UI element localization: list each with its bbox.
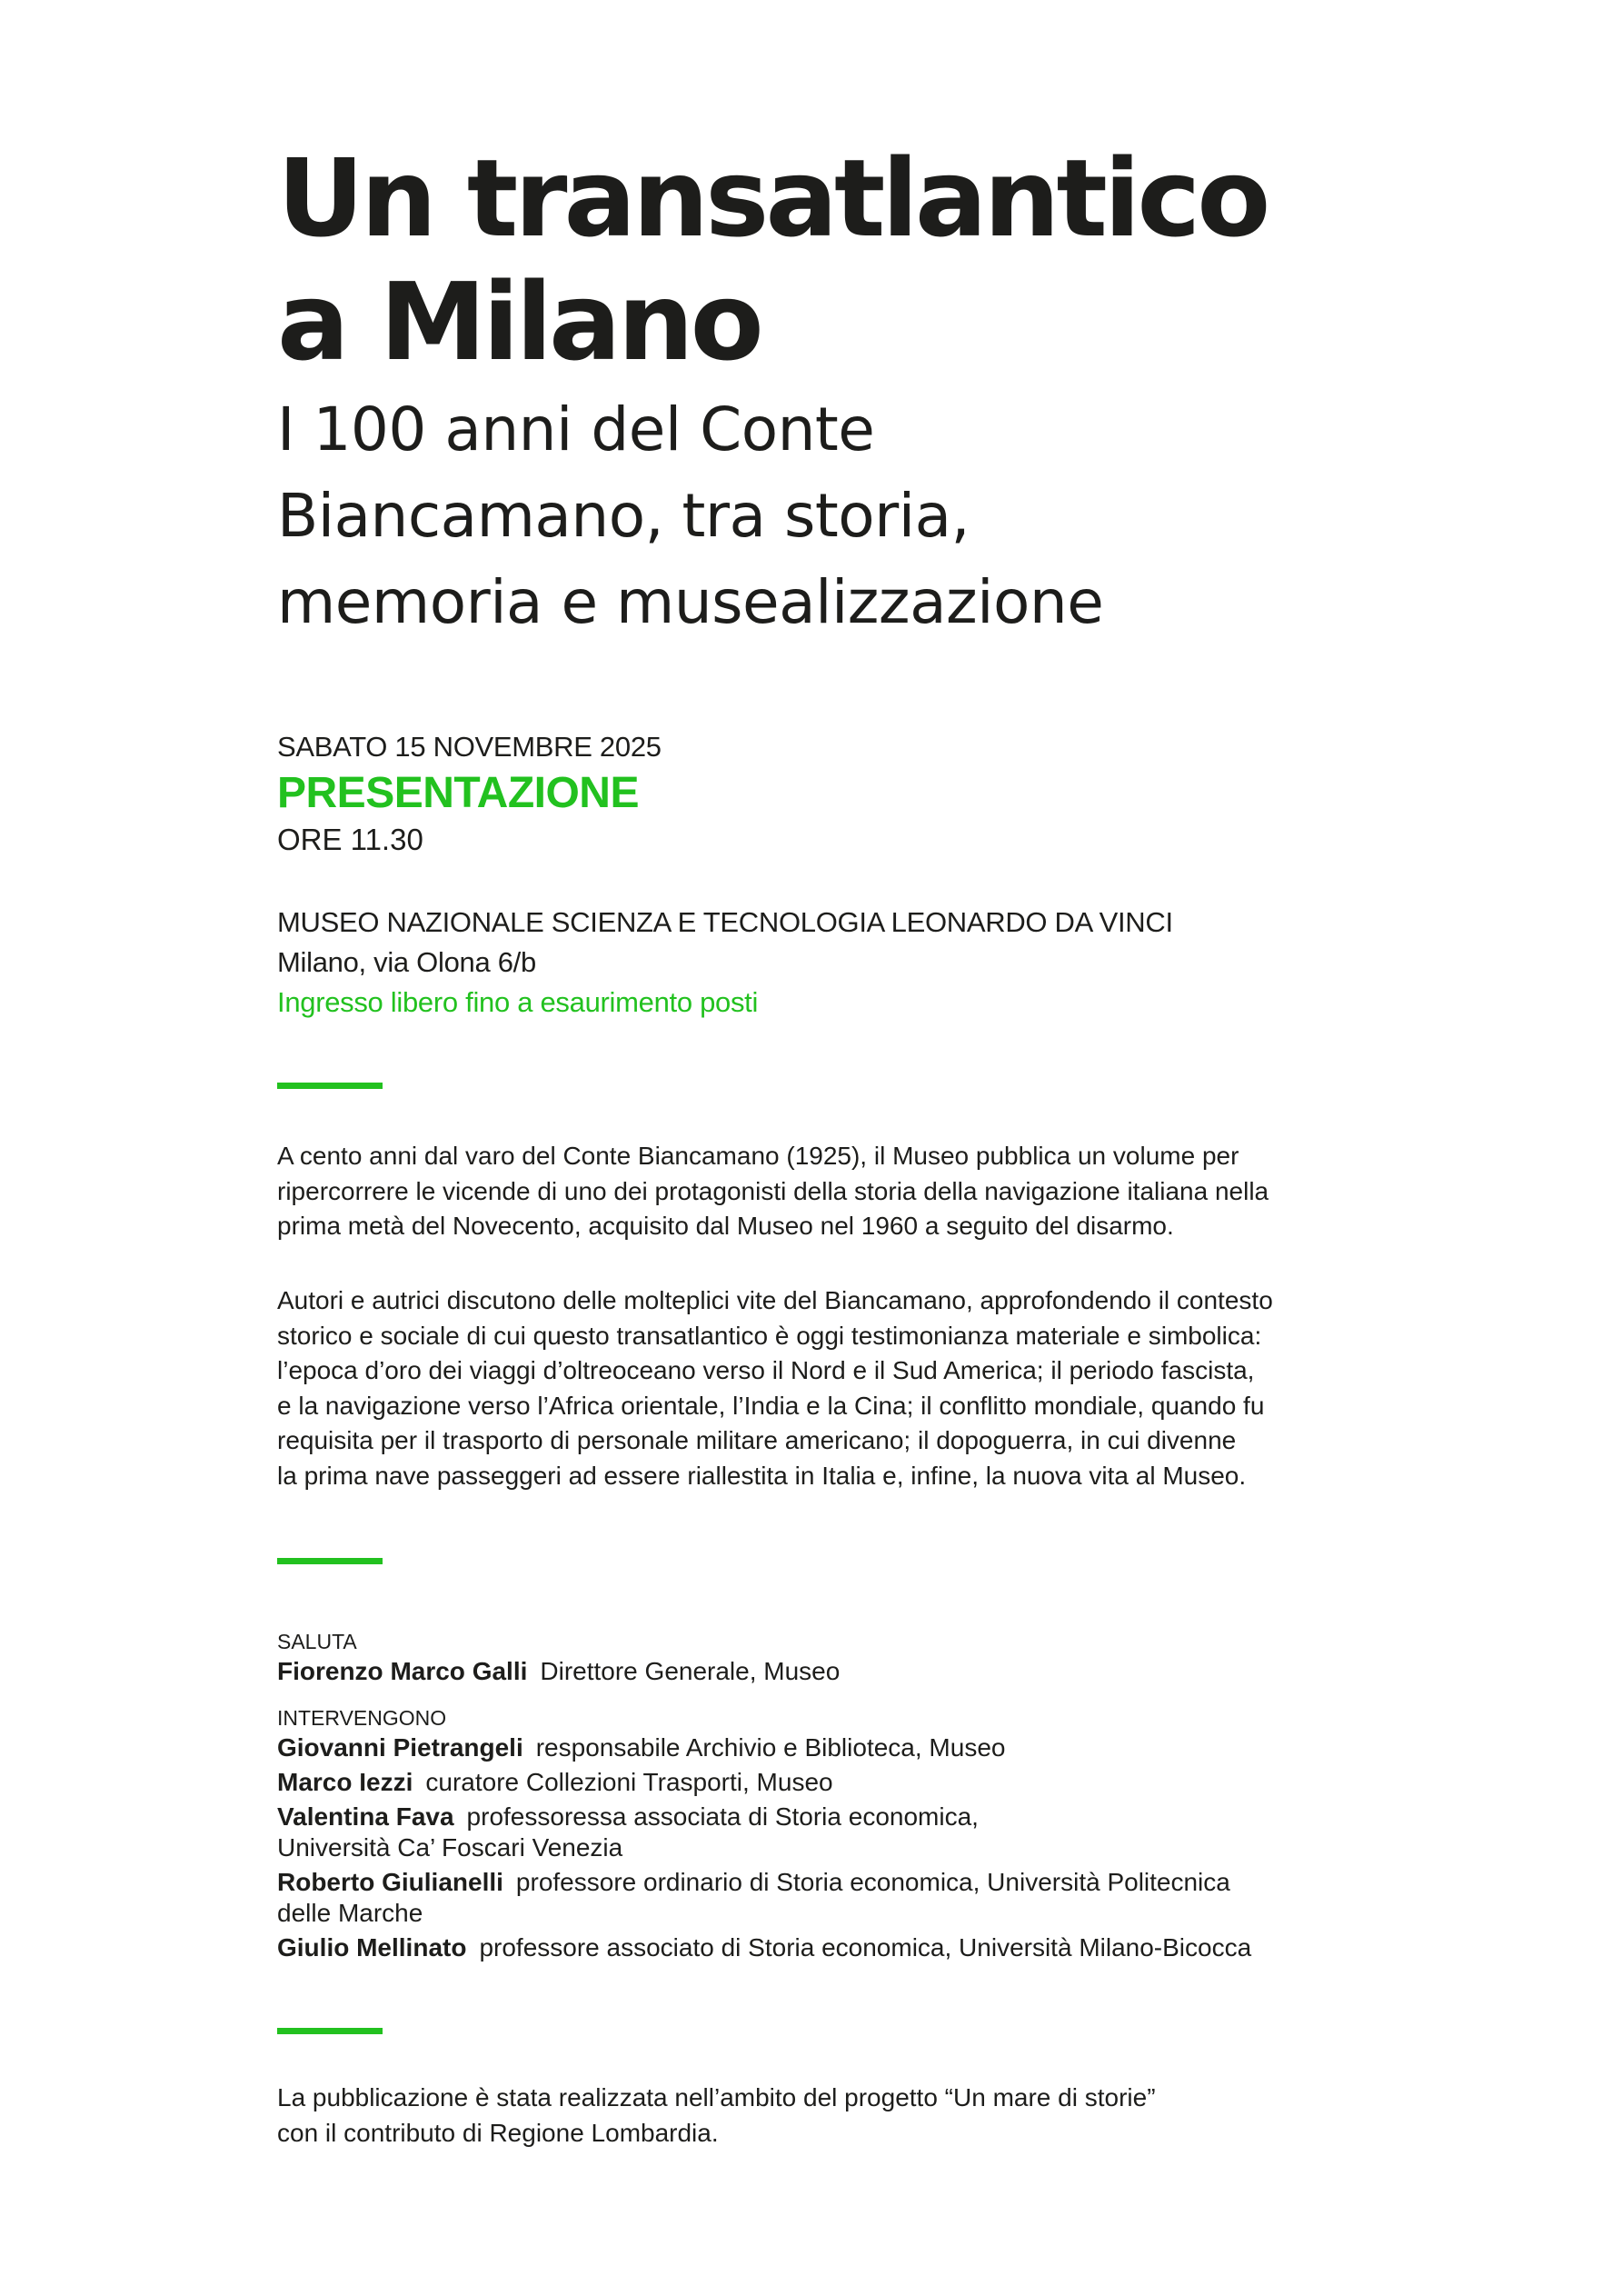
paragraph-line: e la navigazione verso l’Africa orientale, l’India e la Cina; il conflitto mondiale, quando fu: [277, 1391, 1265, 1420]
paragraph-line: ripercorrere le vicende di uno dei protagonisti della storia della navigazione italiana nella: [277, 1176, 1269, 1205]
speaker-role: professore associato di Storia economica, Università Milano-Bicocca: [479, 1933, 1252, 1962]
paragraph-line: A cento anni dal varo del Conte Biancamano (1925), il Museo pubblica un volume per: [277, 1142, 1239, 1170]
subtitle-line-1: I 100 anni del Conte: [277, 394, 875, 464]
speaker-name: Fiorenzo Marco Galli: [277, 1657, 528, 1685]
title-line-2: a Milano: [277, 259, 761, 384]
paragraph-line: prima metà del Novecento, acquisito dal Museo nel 1960 a seguito del disarmo.: [277, 1212, 1174, 1240]
venue-name: MUSEO NAZIONALE SCIENZA E TECNOLOGIA LEONARDO DA VINCI: [277, 906, 1173, 938]
page-subtitle: [277, 386, 1458, 645]
speaker-entry: [277, 1867, 1404, 1929]
speaker-role: professore ordinario di Storia economica, Università Politecnica: [515, 1868, 1230, 1896]
page-title: [277, 136, 1458, 384]
speaker-role: professoressa associata di Storia economica,: [466, 1802, 979, 1831]
speaker-entry: [277, 1732, 1404, 1763]
description-paragraph-2: [277, 1283, 1422, 1493]
speaker-role-continued: delle Marche: [277, 1899, 423, 1927]
divider-1: [277, 1083, 383, 1089]
speaker-name: Valentina Fava: [277, 1802, 454, 1831]
speaker-entry: [277, 1767, 1404, 1798]
paragraph-line: Autori e autrici discutono delle molteplici vite del Biancamano, approfondendo il contesto: [277, 1286, 1273, 1314]
paragraph-line: l’epoca d’oro dei viaggi d’oltreoceano verso il Nord e il Sud America; il periodo fascista,: [277, 1356, 1255, 1384]
event-time: ORE 11.30: [277, 823, 423, 856]
event-type: PRESENTAZIONE: [277, 769, 639, 817]
speaker-entry: [277, 1932, 1404, 1963]
speaker-role: responsabile Archivio e Biblioteca, Museo: [535, 1733, 1006, 1762]
speaker-role: curatore Collezioni Trasporti, Museo: [425, 1768, 833, 1796]
event-info: [277, 727, 1404, 860]
paragraph-line: requisita per il trasporto di personale militare americano; il dopoguerra, in cui divenne: [277, 1426, 1237, 1454]
speaker-name: Roberto Giulianelli: [277, 1868, 503, 1896]
panel-label: INTERVENGONO: [277, 1706, 447, 1730]
subtitle-line-3: memoria e musealizzazione: [277, 567, 1104, 637]
description-paragraph-1: [277, 1139, 1422, 1244]
speaker-entry: [277, 1656, 1404, 1687]
footer-line-1: La pubblicazione è stata realizzata nell’ambito del progetto “Un mare di storie”: [277, 2083, 1156, 2111]
footer-note: [277, 2081, 1404, 2151]
divider-2: [277, 1558, 383, 1564]
speakers-section: [277, 1627, 1404, 1967]
speaker-name: Marco Iezzi: [277, 1768, 413, 1796]
paragraph-line: storico e sociale di cui questo transatlantico è oggi testimonianza materiale e simbolica:: [277, 1321, 1262, 1350]
footer-line-2: con il contributo di Regione Lombardia.: [277, 2118, 719, 2147]
venue-address: Milano, via Olona 6/b: [277, 946, 536, 978]
event-date: SABATO 15 NOVEMBRE 2025: [277, 731, 662, 763]
title-line-1: Un transatlantico: [277, 135, 1268, 261]
paragraph-line: la prima nave passeggeri ad essere riallestita in Italia e, infine, la nuova vita al Museo.: [277, 1461, 1247, 1490]
subtitle-line-2: Biancamano, tra storia,: [277, 481, 970, 551]
greeting-label: SALUTA: [277, 1630, 357, 1653]
divider-3: [277, 2028, 383, 2034]
venue-info: [277, 903, 1404, 1023]
speaker-name: Giovanni Pietrangeli: [277, 1733, 523, 1762]
speaker-name: Giulio Mellinato: [277, 1933, 467, 1962]
speaker-entry: [277, 1802, 1404, 1863]
speaker-role: Direttore Generale, Museo: [540, 1657, 841, 1685]
venue-entry-note: Ingresso libero fino a esaurimento posti: [277, 986, 759, 1018]
speaker-role-continued: Università Ca’ Foscari Venezia: [277, 1833, 623, 1862]
